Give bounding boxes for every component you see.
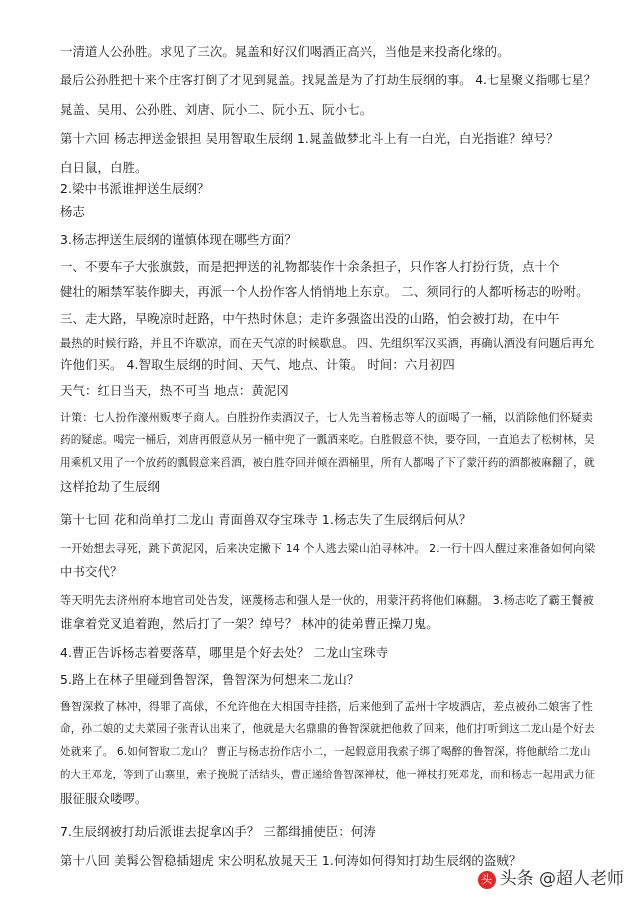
text-line: 药的疑虑。喝完一桶后，刘唐再假意从另一桶中兜了一瓢酒来吃。白胜假意不快，要夺回，一直追去了松树林，吴 — [60, 434, 595, 446]
text-line: 等天明先去济州府本地官司处告发，诬蔑杨志和强人是一伙的，用蒙汗药将他们麻翻。 3.杨志吃了霸王餐被 — [60, 594, 594, 607]
text-line: 处就来了。 6.如何智取二龙山？ 曹正与杨志扮作店小二，一起假意用我索子绑了喝醉的鲁智深，将他献给二龙山 — [60, 746, 591, 758]
text-line: 晁盖、吴用、公孙胜、刘唐、阮小二、阮小五、阮小七。 — [60, 102, 373, 117]
question-line: 3.杨志押送生辰纲的谨慎体现在哪些方面？ — [60, 232, 297, 247]
text-line: 服征服众喽啰。 — [60, 791, 148, 806]
text-line: 一开始想去寻死，跳下黄泥冈，后来决定撇下 14 个人逃去梁山泊寻林冲。 2.一行十四人醒过来准备如何向梁 — [60, 542, 596, 555]
watermark — [478, 870, 624, 889]
watermark-text: 头条 @超人老师 — [499, 869, 624, 889]
question-line: 4.曹正告诉杨志着要落草，哪里是个好去处？ 二龙山宝珠寺 — [60, 645, 389, 660]
text-line: 三、走大路，早晚凉时赶路，中午热时休息；走许多强盗出没的山路，怕会被打劫，在中午 — [60, 311, 560, 326]
text-line: 杨志 — [60, 204, 85, 219]
text-line: 鲁智深救了林冲，得罪了高俅，不允许他在大相国寺挂搭，后来他到了孟州十字坡酒店，差点被孙二娘害了性 — [60, 700, 593, 713]
question-line: 7.生辰纲被打劫后派谁去捉拿凶手？ 三都缉捕使臣：何涛 — [60, 824, 376, 839]
chapter-heading: 第十六回 杨志押送金银担 吴用智取生辰纲 1.晁盖做梦北斗上有一白光，白光指谁？绰号？ — [60, 131, 559, 146]
text-line: 白日鼠，白胜。 — [60, 160, 148, 175]
text-line: 这样抢劫了生辰纲 — [60, 479, 160, 494]
text-line: 中书交代？ — [60, 564, 123, 579]
chapter-heading: 第十七回 花和尚单打二龙山 青面兽双夺宝珠寺 1.杨志失了生辰纲后何从？ — [60, 512, 472, 527]
text-line: 计策：七人扮作濠州贩枣子商人。白胜扮作卖酒汉子，七人先当着杨志等人的面喝了一桶，以消除他们怀疑卖 — [60, 411, 593, 424]
text-line: 最后公孙胜把十来个庄客打倒了才见到晁盖。找晁盖是为了打劫生辰纲的事。 4.七星聚义指哪七星？ — [60, 73, 596, 87]
text-line: 的大王邓龙，等到了山寨里，索子挽脱了活结头，曹正递给鲁智深禅杖，他一禅杖打死邓龙，而和杨志一起用武力征 — [60, 769, 596, 781]
text-line: 一、不要车子大张旗鼓，而是把押送的礼物都装作十余条担子，只作客人打扮行货，点十个 — [60, 259, 560, 274]
text-line: 健壮的厢禁军装作脚夫，再派一个人扮作客人悄悄地上东京。 二、须同行的人都听杨志的吩咐。 — [60, 284, 589, 299]
text-line: 用乘机又用了一个放药的瓢假意来舀酒，被白胜夺回并倾在酒桶里，所有人都喝了下了蒙汗药的酒都被麻翻了，就 — [60, 457, 595, 469]
text-line: 谁拿着党叉追着跑，然后打了一架？绰号？ 林冲的徒弟曹正操刀鬼。 — [60, 616, 439, 631]
chapter-heading: 第十八回 美髯公智稳插翅虎 宋公明私放晁天王 1.何涛如何得知打劫生辰纲的盗贼？ — [60, 853, 522, 868]
text-line: 天气：红日当天，热不可当 地点：黄泥冈 — [60, 383, 289, 398]
text-line: 一清道人公孙胜。求见了三次。晁盖和好汉们喝酒正高兴，当他是来投斋化缘的。 — [60, 44, 510, 59]
text-line: 最热的时候行路，并且不许歇凉，而在天气凉的时候歇息。 四、先组织军汉买酒，再确认酒没有问题后再允 — [60, 337, 595, 350]
text-line: 命，孙二娘的丈夫菜园子张青认出来了，他就是大名鼎鼎的鲁智深就把他救了回来，他们打听到这二龙山是个好去 — [60, 723, 595, 735]
toutiao-logo-icon: 头 — [478, 871, 496, 889]
text-line: 许他们买。 4.智取生辰纲的时间、天气、地点、计策。 时间：六月初四 — [60, 357, 455, 372]
question-line: 5.路上在林子里碰到鲁智深，鲁智深为何想来二龙山？ — [60, 672, 360, 687]
question-line: 2.梁中书派谁押送生辰纲？ — [60, 181, 210, 196]
